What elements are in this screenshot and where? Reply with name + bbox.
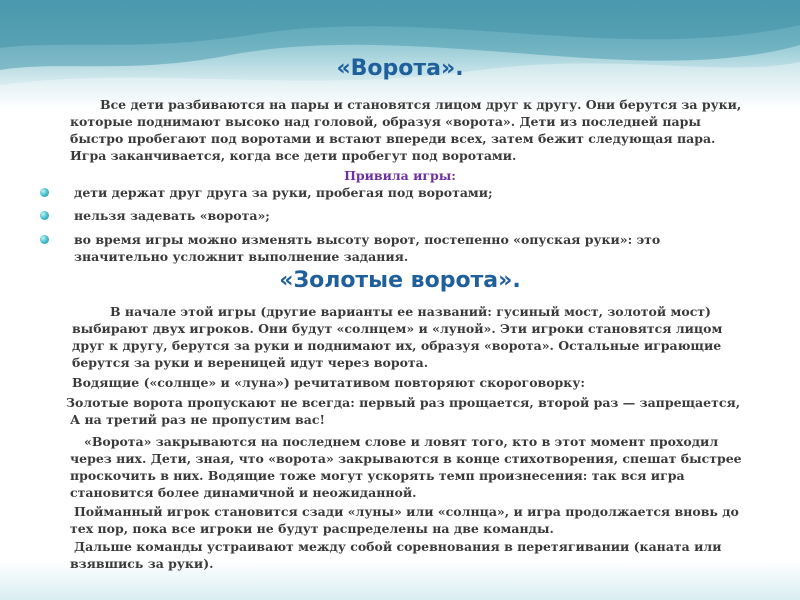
golden-paragraph: В начале этой игры (другие варианты ее названий: гусиный мост, золотой мост) выбирают двух игроков. Они будут «солнцем» и «луной». Эти игроки становятся лицом друг к другу, берутся за руки и поднимают их, образуя «ворота». Остальные играющие берутся за руки и вереницей идут через ворота. bbox=[72, 304, 723, 370]
rule-item: нельзя задевать «ворота»; bbox=[74, 208, 270, 223]
golden-paragraph: Водящие («солнце» и «луна») речитативом повторяют скороговорку: bbox=[72, 375, 585, 390]
header-wave-decoration bbox=[0, 0, 800, 110]
page-title: «Ворота». bbox=[336, 56, 464, 81]
rules-heading: Привила игры: bbox=[344, 168, 456, 183]
rule-item: дети держат друг друга за руки, пробегая под воротами; bbox=[74, 185, 493, 200]
bullet-icon bbox=[40, 211, 49, 220]
bullet-icon bbox=[40, 235, 49, 244]
golden-paragraph: «Ворота» закрываются на последнем слове и ловят того, кто в этот момент проходил через них. Дети, зная, что «ворота» закрываются в конце стихотворения, спешат быстрее проскочить в них. Водящие тоже могут ускорять темп произнесения: так вся игра становится более динамичной и неожиданной. bbox=[70, 434, 742, 500]
bullet-icon bbox=[40, 188, 49, 197]
golden-paragraph: Дальше команды устраивают между собой соревнования в перетягивании (каната или взявшись за руки). bbox=[70, 539, 722, 571]
intro-paragraph: Все дети разбиваются на пары и становятся лицом друг к другу. Они берутся за руки, которые поднимают высоко над головой, образуя «ворота». Дети из последней пары быстро пробегают под воротами и встают впереди всех, затем бежит следующая пара. Игра заканчивается, когда все дети пробегут под воротами. bbox=[70, 97, 742, 163]
section-title: «Золотые ворота». bbox=[279, 268, 521, 293]
golden-paragraph: Золотые ворота пропускают не всегда: первый раз прощается, второй раз — запрещается, А на третий раз не пропустим вас! bbox=[66, 395, 741, 427]
golden-paragraph: Пойманный игрок становится сзади «луны» или «солнца», и игра продолжается вновь до тех пор, пока все игроки не будут распределены на две команды. bbox=[70, 504, 739, 536]
rule-item: во время игры можно изменять высоту ворот, постепенно «опуская руки»: это значительно усложнит выполнение задания. bbox=[74, 232, 661, 264]
